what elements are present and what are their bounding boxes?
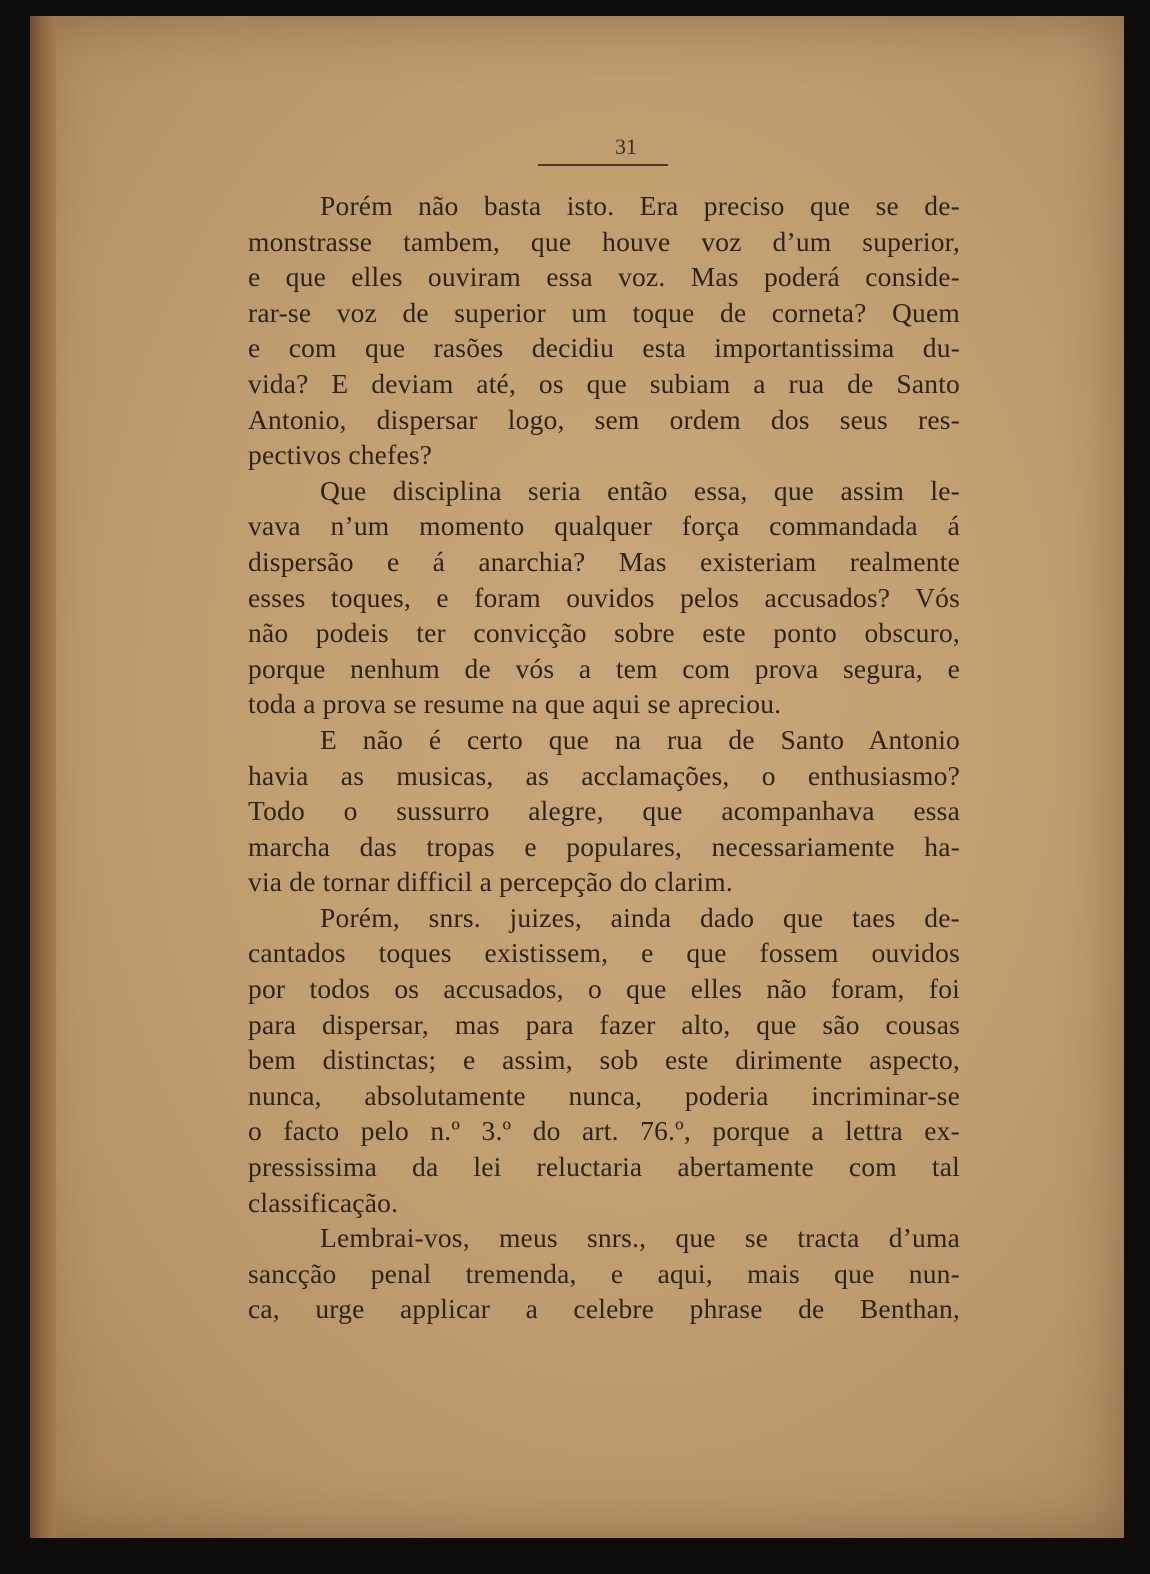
text-line: vida? E deviam até, os que subiam a rua de Santo bbox=[248, 367, 960, 399]
text-line: Porém, snrs. juizes, ainda dado que taes de- bbox=[320, 901, 960, 933]
text-line: Que disciplina seria então essa, que assim le- bbox=[320, 474, 960, 506]
page-binding-edge bbox=[30, 16, 56, 1538]
body-text bbox=[248, 188, 960, 1327]
text-line: bem distinctas; e assim, sob este dirimente aspecto, bbox=[248, 1044, 960, 1076]
text-line: rar-se voz de superior um toque de corneta? Quem bbox=[248, 296, 960, 328]
text-line: marcha das tropas e populares, necessariamente ha- bbox=[248, 830, 960, 862]
text-line: o facto pelo n.º 3.º do art. 76.º, porque a lettra ex- bbox=[248, 1115, 960, 1147]
text-line: Todo o sussurro alegre, que acompanhava essa bbox=[248, 795, 960, 827]
book-page bbox=[30, 16, 1124, 1538]
text-line: ca, urge applicar a celebre phrase de Benthan, bbox=[248, 1293, 960, 1325]
text-line: pectivos chefes? bbox=[248, 439, 433, 471]
text-line: e com que rasões decidiu esta importantissima du- bbox=[248, 332, 960, 364]
text-line: E não é certo que na rua de Santo Antonio bbox=[320, 723, 960, 755]
text-line: Antonio, dispersar logo, sem ordem dos seus res- bbox=[248, 403, 960, 435]
text-line: esses toques, e foram ouvidos pelos accusados? Vós bbox=[248, 581, 960, 613]
text-line: nunca, absolutamente nunca, poderia incriminar-se bbox=[248, 1079, 960, 1111]
text-line: Lembrai-vos, meus snrs., que se tracta d’uma bbox=[320, 1222, 960, 1254]
text-line: havia as musicas, as acclamações, o enthusiasmo? bbox=[248, 759, 960, 791]
text-line: monstrasse tambem, que houve voz d’um superior, bbox=[248, 225, 960, 257]
text-line: Porém não basta isto. Era preciso que se de- bbox=[320, 190, 960, 221]
text-line: por todos os accusados, o que elles não foram, foi bbox=[248, 973, 960, 1005]
text-line: via de tornar difficil a percepção do clarim. bbox=[248, 866, 733, 898]
text-line: vava n’um momento qualquer força commandada á bbox=[248, 510, 960, 542]
text-line: porque nenhum de vós a tem com prova segura, e bbox=[248, 652, 960, 684]
text-line: toda a prova se resume na que aqui se apreciou. bbox=[248, 688, 782, 720]
header-rule bbox=[538, 164, 668, 166]
text-line: cantados toques existissem, e que fossem ouvidos bbox=[248, 937, 960, 969]
page-number: 31 bbox=[615, 134, 637, 159]
text-line: classificação. bbox=[248, 1186, 399, 1218]
text-line: e que elles ouviram essa voz. Mas poderá conside- bbox=[248, 261, 960, 293]
text-line: dispersão e á anarchia? Mas existeriam realmente bbox=[248, 545, 960, 577]
text-line: para dispersar, mas para fazer alto, que são cousas bbox=[248, 1008, 960, 1040]
text-line: não podeis ter convicção sobre este ponto obscuro, bbox=[248, 617, 960, 649]
text-line: pressissima da lei reluctaria abertamente com tal bbox=[248, 1151, 960, 1183]
text-line: sancção penal tremenda, e aqui, mais que nun- bbox=[248, 1257, 960, 1289]
